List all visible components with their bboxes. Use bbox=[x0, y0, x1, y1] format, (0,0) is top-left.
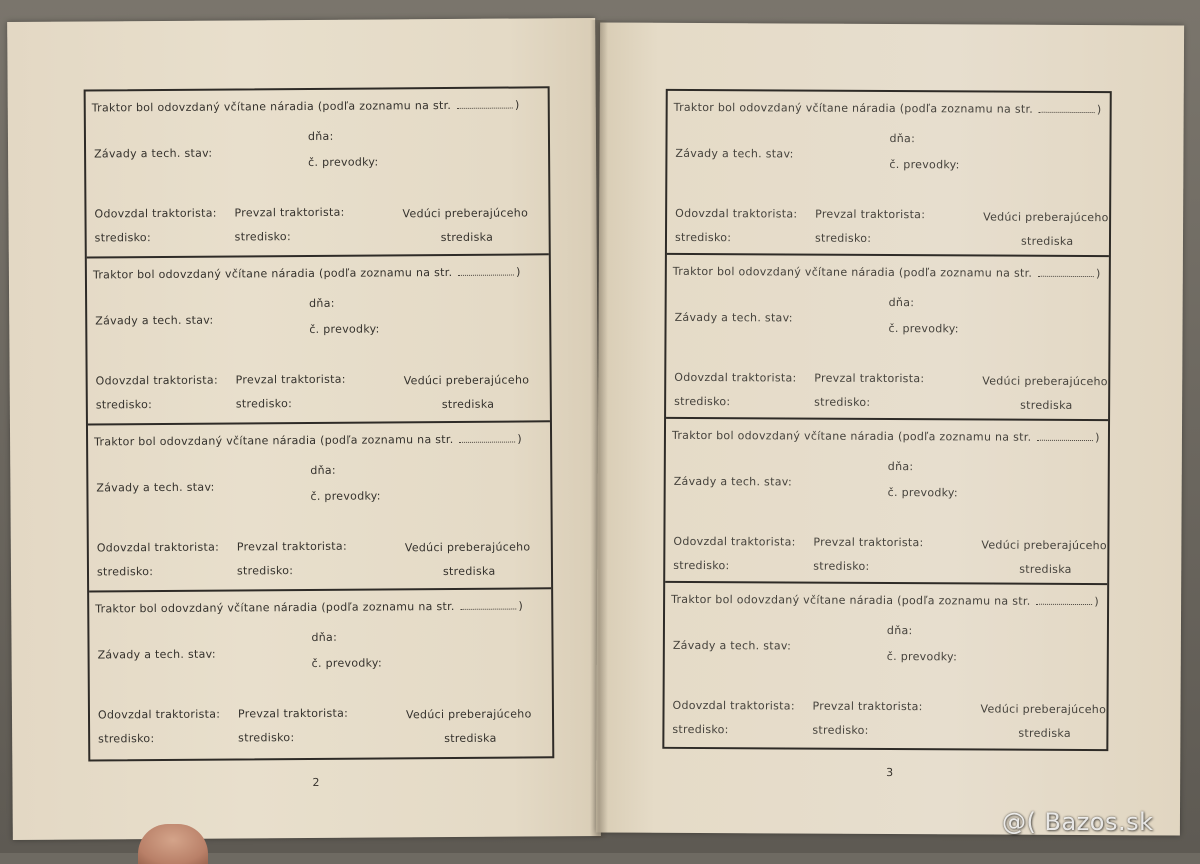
handover-block bbox=[87, 255, 550, 425]
handed-over-label: Odovzdal traktorista: bbox=[95, 373, 218, 388]
page-right bbox=[596, 22, 1184, 835]
handover-block bbox=[88, 422, 551, 592]
handover-block bbox=[665, 419, 1108, 585]
close-paren: ) bbox=[516, 265, 521, 279]
received-label: Prevzal traktorista: bbox=[815, 207, 926, 222]
transfer-no-label: č. prevodky: bbox=[311, 656, 382, 670]
head-label: Vedúci preberajúceho bbox=[980, 702, 1107, 717]
date-label: dňa: bbox=[886, 623, 913, 638]
handover-line: Traktor bol odovzdaný včítane náradia (podľa zoznamu na str. bbox=[673, 100, 1034, 116]
transfer-no-label: č. prevodky: bbox=[310, 489, 381, 503]
handover-line: Traktor bol odovzdaný včítane náradia (podľa zoznamu na str. bbox=[671, 428, 1032, 444]
center-label-1: stredisko: bbox=[674, 230, 732, 245]
center-label-2: stredisko: bbox=[812, 723, 869, 737]
page-ref-blank bbox=[1039, 112, 1095, 113]
defects-label: Závady a tech. stav: bbox=[96, 480, 215, 495]
defects-label: Závady a tech. stav: bbox=[97, 647, 216, 662]
head-label: Vedúci preberajúceho bbox=[982, 374, 1108, 389]
page-ref-blank bbox=[1036, 604, 1092, 605]
page-ref-blank bbox=[459, 442, 515, 443]
received-label: Prevzal traktorista: bbox=[814, 371, 925, 386]
page-ref-blank bbox=[460, 609, 516, 610]
defects-label: Závady a tech. stav: bbox=[674, 310, 793, 325]
date-label: dňa: bbox=[310, 463, 336, 477]
center-label-1: stredisko: bbox=[96, 565, 154, 579]
handed-over-label: Odovzdal traktorista: bbox=[94, 206, 217, 221]
center-label-3: strediska bbox=[441, 397, 495, 412]
head-label: Vedúci preberajúceho bbox=[405, 707, 532, 722]
head-label: Vedúci preberajúceho bbox=[404, 540, 531, 555]
head-label: Vedúci preberajúceho bbox=[402, 206, 529, 221]
close-paren: ) bbox=[1095, 431, 1100, 445]
handover-block bbox=[86, 88, 549, 258]
received-label: Prevzal traktorista: bbox=[235, 372, 346, 387]
center-label-2: stredisko: bbox=[814, 395, 871, 409]
defects-label: Závady a tech. stav: bbox=[95, 313, 214, 328]
defects-label: Závady a tech. stav: bbox=[94, 146, 213, 161]
page-left bbox=[7, 18, 601, 840]
defects-label: Závady a tech. stav: bbox=[675, 146, 794, 161]
center-label-3: strediska bbox=[1020, 234, 1074, 248]
handover-line: Traktor bol odovzdaný včítane náradia (podľa zoznamu na str. bbox=[91, 98, 452, 115]
page-ref-blank bbox=[457, 108, 513, 109]
transfer-no-label: č. prevodky: bbox=[309, 322, 380, 336]
handover-block bbox=[89, 589, 552, 759]
received-label: Prevzal traktorista: bbox=[236, 539, 347, 554]
center-label-2: stredisko: bbox=[813, 559, 870, 573]
received-label: Prevzal traktorista: bbox=[813, 535, 924, 550]
center-label-3: strediska bbox=[1018, 726, 1071, 740]
close-paren: ) bbox=[518, 599, 524, 613]
handover-block bbox=[667, 91, 1110, 257]
center-label-1: stredisko: bbox=[674, 394, 731, 409]
defects-label: Závady a tech. stav: bbox=[672, 638, 792, 653]
center-label-3: strediska bbox=[440, 230, 494, 245]
defects-label: Závady a tech. stav: bbox=[673, 474, 793, 489]
form-frame-right bbox=[662, 89, 1111, 751]
close-paren: ) bbox=[1096, 103, 1102, 117]
center-label-2: stredisko: bbox=[236, 564, 294, 578]
handover-line: Traktor bol odovzdaný včítane náradia (podľa zoznamu na str. bbox=[92, 265, 453, 282]
page-ref-blank bbox=[1038, 276, 1094, 277]
page-ref-blank bbox=[1037, 440, 1093, 441]
center-label-3: strediska bbox=[442, 564, 496, 579]
handover-line: Traktor bol odovzdaný včítane náradia (podľa zoznamu na str. bbox=[94, 432, 454, 449]
handover-line: Traktor bol odovzdaný včítane náradia (podľa zoznamu na str. bbox=[671, 592, 1031, 608]
center-label-3: strediska bbox=[444, 731, 497, 746]
center-label-1: stredisko: bbox=[673, 558, 730, 573]
handed-over-label: Odovzdal traktorista: bbox=[97, 707, 221, 722]
close-paren: ) bbox=[1094, 595, 1099, 609]
form-frame-left bbox=[84, 86, 555, 761]
book-gutter bbox=[590, 20, 608, 838]
page-number-left: 2 bbox=[312, 775, 320, 789]
head-label: Vedúci preberajúceho bbox=[983, 210, 1109, 225]
received-label: Prevzal traktorista: bbox=[234, 205, 345, 220]
transfer-no-label: č. prevodky: bbox=[889, 157, 960, 172]
handed-over-label: Odovzdal traktorista: bbox=[673, 534, 796, 549]
handover-block bbox=[664, 583, 1107, 749]
close-paren: ) bbox=[514, 98, 520, 112]
handed-over-label: Odovzdal traktorista: bbox=[672, 698, 795, 713]
head-label: Vedúci preberajúceho bbox=[981, 538, 1108, 553]
date-label: dňa: bbox=[887, 459, 914, 474]
center-label-2: stredisko: bbox=[234, 230, 291, 244]
handover-line: Traktor bol odovzdaný včítane náradia (podľa zoznamu na str. bbox=[95, 599, 455, 616]
date-label: dňa: bbox=[307, 129, 334, 143]
date-label: dňa: bbox=[311, 630, 338, 644]
handed-over-label: Odovzdal traktorista: bbox=[96, 540, 220, 555]
transfer-no-label: č. prevodky: bbox=[887, 485, 958, 500]
center-label-1: stredisko: bbox=[94, 231, 151, 245]
center-label-2: stredisko: bbox=[235, 397, 293, 411]
close-paren: ) bbox=[1096, 267, 1101, 281]
received-label: Prevzal traktorista: bbox=[812, 699, 923, 714]
center-label-1: stredisko: bbox=[95, 398, 153, 412]
transfer-no-label: č. prevodky: bbox=[886, 649, 958, 664]
center-label-3: strediska bbox=[1020, 398, 1073, 412]
received-label: Prevzal traktorista: bbox=[237, 706, 349, 721]
transfer-no-label: č. prevodky: bbox=[888, 321, 959, 336]
center-label-3: strediska bbox=[1019, 562, 1072, 576]
watermark: @( Bazos.sk bbox=[1002, 808, 1154, 836]
page-number-right: 3 bbox=[886, 765, 894, 780]
date-label: dňa: bbox=[889, 131, 916, 146]
handed-over-label: Odovzdal traktorista: bbox=[674, 370, 797, 385]
date-label: dňa: bbox=[309, 296, 335, 310]
center-label-2: stredisko: bbox=[238, 731, 295, 745]
center-label-2: stredisko: bbox=[814, 231, 872, 245]
handover-line: Traktor bol odovzdaný včítane náradia (podľa zoznamu na str. bbox=[672, 264, 1033, 280]
handover-block bbox=[666, 255, 1109, 421]
close-paren: ) bbox=[517, 432, 522, 446]
head-label: Vedúci preberajúceho bbox=[403, 373, 530, 388]
date-label: dňa: bbox=[888, 295, 915, 310]
page-ref-blank bbox=[458, 275, 514, 276]
handed-over-label: Odovzdal traktorista: bbox=[675, 206, 798, 221]
transfer-no-label: č. prevodky: bbox=[308, 155, 379, 169]
center-label-1: stredisko: bbox=[98, 732, 155, 746]
center-label-1: stredisko: bbox=[672, 722, 729, 737]
